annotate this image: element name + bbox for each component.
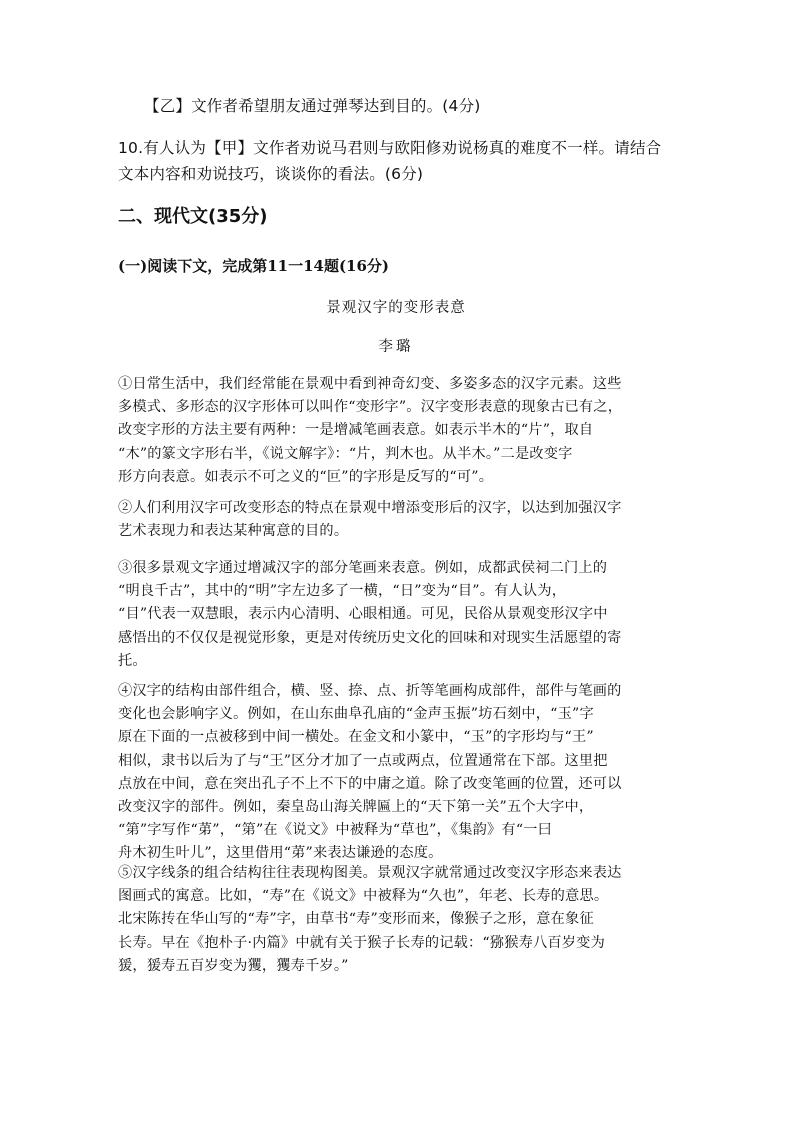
paragraph-line: ④汉字的结构由部件组合，横、竖、捺、点、折等笔画构成部件，部件与笔画的 (118, 683, 622, 699)
paragraph-line: 北宋陈抟在华山写的“寿”字，由草书“寿”变形而来，像猴子之形，意在象征 (118, 911, 594, 928)
paragraph-1 (118, 373, 674, 489)
paragraph-5 (118, 862, 674, 978)
paragraph-line: 图画式的寓意。比如，“寿”在《说文》中被释为“久也”，年老、长寿的意思。 (118, 888, 609, 905)
paragraph-line: 改变字形的方法主要有两种：一是增减笔画表意。如表示半木的“片”，取自 (118, 422, 594, 439)
paragraph-line: “明良千古”，其中的“明”字左边多了一横，“日”变为“目”。有人认为， (118, 583, 567, 600)
question-9-part-b: 【乙】文作者希望朋友通过弹琴达到目的。(4分) (144, 97, 481, 115)
paragraph-line: 舟木初生叶儿”，这里借用“苐”来表达谦逊的态度。 (118, 845, 443, 862)
paragraph-line: 艺术表现力和表达某种寓意的目的。 (118, 523, 349, 540)
paragraph-line: ③很多景观文字通过增减汉字的部分笔画来表意。例如，成都武侯祠二门上的 (118, 560, 608, 576)
question-10-line: 10.有人认为【甲】文作者劝说马君则与欧阳修劝说杨真的难度不一样。请结合 (118, 139, 662, 157)
paragraph-3 (118, 557, 674, 673)
paragraph-line: 点放在中间，意在突出孔子不上不下的中庸之道。除了改变笔画的位置，还可以 (118, 775, 622, 792)
paragraph-line: ②人们利用汉字可改变形态的特点在景观中增添变形后的汉字，以达到加强汉字 (118, 500, 622, 516)
article-title: 景观汉字的变形表意 (326, 300, 466, 316)
paragraph-line: ①日常生活中，我们经常能在景观中看到神奇幻变、多姿多态的汉字元素。这些 (118, 376, 622, 392)
paragraph-4 (118, 680, 674, 866)
paragraph-line: 改变汉字的部件。例如，秦皇岛山海关牌匾上的“天下第一关”五个大字中， (118, 799, 594, 816)
paragraph-line: 原在下面的一点被移到中间一横处。在金文和小篆中，“玉”的字形均与“王” (118, 729, 594, 746)
paragraph-line: “第”字写作“苐”，“第”在《说文》中被释为“草也”，《集韵》有“一曰 (118, 822, 553, 839)
paragraph-line: “目”代表一双慧眼，表示内心清明、心眼相通。可见，民俗从景观变形汉字中 (118, 606, 608, 623)
paragraph-line: “木”的篆文字形右半，《说文解字》：“片，判木也。从半木。”二是改变字 (118, 445, 573, 462)
paragraph-line: 感悟出的不仅仅是视觉形象，更是对传统历史文化的回味和对现实生活愿望的寄 (118, 629, 622, 646)
paragraph-line: 托。 (118, 652, 147, 669)
paragraph-line: 变化也会影响字义。例如，在山东曲阜孔庙的“金声玉振”坊石刻中，“玉”字 (118, 706, 594, 723)
reading-subheading: (一)阅读下文，完成第11一14题(16分) (118, 257, 390, 275)
section-heading: 二、现代文(35分) (118, 206, 268, 227)
question-10 (118, 135, 661, 187)
article-author: 李璐 (378, 339, 414, 355)
paragraph-line: 相似，隶书以后为了与“王”区分才加了一点或两点，位置通常在下部。这里把 (118, 752, 608, 769)
paragraph-line: 形方向表意。如表示不可之义的“叵”的字形是反写的“可”。 (118, 468, 494, 485)
paragraph-line: 长寿。早在《抱朴子·内篇》中就有关于猴子长寿的记载：“猕猴寿八百岁变为 (118, 934, 605, 951)
paragraph-line: 猨，猨寿五百岁变为玃，玃寿千岁。” (118, 957, 349, 974)
paragraph-line: 多模式、多形态的汉字形体可以叫作“变形字”。汉字变形表意的现象古已有之， (118, 399, 623, 416)
paragraph-2 (118, 497, 674, 543)
question-10-line: 文本内容和劝说技巧，谈谈你的看法。(6分) (118, 165, 424, 183)
paragraph-line: ⑤汉字线条的组合结构往往表现构图美。景观汉字就常通过改变汉字形态来表达 (118, 865, 622, 881)
